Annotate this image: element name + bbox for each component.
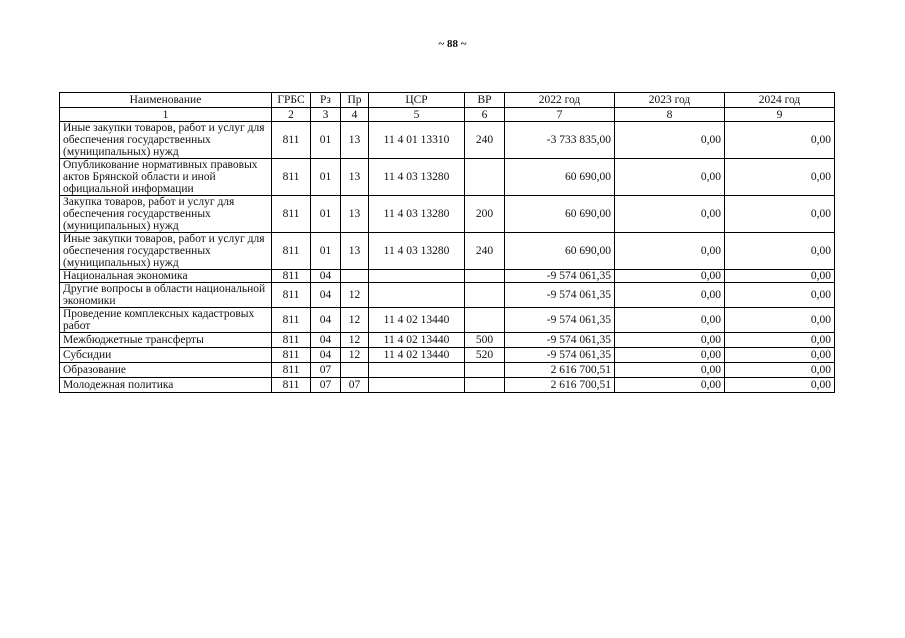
table-row bbox=[60, 122, 835, 159]
col-header-pr: Пр bbox=[341, 93, 369, 108]
column-index: 7 bbox=[505, 108, 615, 122]
cell-rz: 01 bbox=[311, 233, 341, 270]
cell-csr bbox=[369, 378, 465, 393]
cell-name: Проведение комплексных кадастровых работ bbox=[60, 308, 272, 333]
cell-vr bbox=[465, 159, 505, 196]
column-index: 2 bbox=[272, 108, 311, 122]
cell-csr: 11 4 03 13280 bbox=[369, 159, 465, 196]
cell-2024: 0,00 bbox=[725, 378, 835, 393]
cell-csr bbox=[369, 283, 465, 308]
cell-pr: 13 bbox=[341, 159, 369, 196]
header-row bbox=[60, 93, 835, 108]
cell-grbs: 811 bbox=[272, 378, 311, 393]
cell-2022: 60 690,00 bbox=[505, 159, 615, 196]
cell-csr bbox=[369, 363, 465, 378]
cell-2023: 0,00 bbox=[615, 348, 725, 363]
cell-vr bbox=[465, 363, 505, 378]
cell-grbs: 811 bbox=[272, 363, 311, 378]
cell-2022: 2 616 700,51 bbox=[505, 378, 615, 393]
cell-name: Национальная экономика bbox=[60, 270, 272, 283]
cell-pr: 12 bbox=[341, 333, 369, 348]
cell-vr: 500 bbox=[465, 333, 505, 348]
cell-2022: 2 616 700,51 bbox=[505, 363, 615, 378]
cell-rz: 04 bbox=[311, 308, 341, 333]
cell-2022: -9 574 061,35 bbox=[505, 283, 615, 308]
cell-2024: 0,00 bbox=[725, 270, 835, 283]
cell-rz: 04 bbox=[311, 348, 341, 363]
cell-pr: 12 bbox=[341, 348, 369, 363]
col-header-rz: Рз bbox=[311, 93, 341, 108]
cell-2023: 0,00 bbox=[615, 270, 725, 283]
cell-name: Субсидии bbox=[60, 348, 272, 363]
cell-2023: 0,00 bbox=[615, 122, 725, 159]
cell-vr: 200 bbox=[465, 196, 505, 233]
table-row bbox=[60, 196, 835, 233]
cell-pr: 13 bbox=[341, 196, 369, 233]
column-index: 4 bbox=[341, 108, 369, 122]
col-header-2023: 2023 год bbox=[615, 93, 725, 108]
cell-2023: 0,00 bbox=[615, 233, 725, 270]
table-row bbox=[60, 333, 835, 348]
cell-2024: 0,00 bbox=[725, 233, 835, 270]
cell-2023: 0,00 bbox=[615, 308, 725, 333]
cell-vr: 240 bbox=[465, 122, 505, 159]
cell-vr bbox=[465, 270, 505, 283]
cell-vr bbox=[465, 308, 505, 333]
cell-2024: 0,00 bbox=[725, 348, 835, 363]
cell-csr: 11 4 02 13440 bbox=[369, 308, 465, 333]
col-header-2024: 2024 год bbox=[725, 93, 835, 108]
column-index: 1 bbox=[60, 108, 272, 122]
cell-rz: 04 bbox=[311, 333, 341, 348]
cell-pr: 12 bbox=[341, 308, 369, 333]
cell-grbs: 811 bbox=[272, 122, 311, 159]
cell-pr: 07 bbox=[341, 378, 369, 393]
cell-vr bbox=[465, 378, 505, 393]
col-header-csr: ЦСР bbox=[369, 93, 465, 108]
cell-rz: 07 bbox=[311, 378, 341, 393]
cell-csr: 11 4 03 13280 bbox=[369, 233, 465, 270]
cell-name: Иные закупки товаров, работ и услуг для обеспечения государственных (муниципальных) нужд bbox=[60, 122, 272, 159]
cell-vr bbox=[465, 283, 505, 308]
table-row bbox=[60, 348, 835, 363]
cell-2024: 0,00 bbox=[725, 283, 835, 308]
cell-name: Образование bbox=[60, 363, 272, 378]
cell-rz: 01 bbox=[311, 159, 341, 196]
cell-2024: 0,00 bbox=[725, 196, 835, 233]
col-header-2022: 2022 год bbox=[505, 93, 615, 108]
cell-vr: 520 bbox=[465, 348, 505, 363]
cell-pr: 13 bbox=[341, 122, 369, 159]
column-index-row bbox=[60, 108, 835, 122]
cell-2023: 0,00 bbox=[615, 159, 725, 196]
cell-name: Межбюджетные трансферты bbox=[60, 333, 272, 348]
table-row bbox=[60, 283, 835, 308]
table-row bbox=[60, 308, 835, 333]
cell-grbs: 811 bbox=[272, 333, 311, 348]
col-header-vr: ВР bbox=[465, 93, 505, 108]
budget-table bbox=[59, 92, 835, 393]
cell-rz: 01 bbox=[311, 196, 341, 233]
cell-csr: 11 4 02 13440 bbox=[369, 333, 465, 348]
column-index: 3 bbox=[311, 108, 341, 122]
cell-2022: 60 690,00 bbox=[505, 233, 615, 270]
cell-2022: 60 690,00 bbox=[505, 196, 615, 233]
cell-2022: -9 574 061,35 bbox=[505, 348, 615, 363]
cell-2024: 0,00 bbox=[725, 122, 835, 159]
cell-rz: 04 bbox=[311, 270, 341, 283]
cell-2024: 0,00 bbox=[725, 333, 835, 348]
column-index: 8 bbox=[615, 108, 725, 122]
cell-name: Молодежная политика bbox=[60, 378, 272, 393]
table-row bbox=[60, 233, 835, 270]
cell-2024: 0,00 bbox=[725, 308, 835, 333]
table-row bbox=[60, 363, 835, 378]
cell-2022: -9 574 061,35 bbox=[505, 308, 615, 333]
cell-2023: 0,00 bbox=[615, 378, 725, 393]
cell-2023: 0,00 bbox=[615, 196, 725, 233]
cell-name: Опубликование нормативных правовых актов Брянской области и иной официальной информации bbox=[60, 159, 272, 196]
cell-pr: 12 bbox=[341, 283, 369, 308]
cell-grbs: 811 bbox=[272, 283, 311, 308]
cell-csr: 11 4 02 13440 bbox=[369, 348, 465, 363]
table-row bbox=[60, 159, 835, 196]
table-row bbox=[60, 270, 835, 283]
cell-pr bbox=[341, 270, 369, 283]
column-index: 9 bbox=[725, 108, 835, 122]
column-index: 6 bbox=[465, 108, 505, 122]
col-header-name: Наименование bbox=[60, 93, 272, 108]
cell-2023: 0,00 bbox=[615, 363, 725, 378]
cell-csr bbox=[369, 270, 465, 283]
cell-csr: 11 4 01 13310 bbox=[369, 122, 465, 159]
cell-rz: 01 bbox=[311, 122, 341, 159]
cell-rz: 07 bbox=[311, 363, 341, 378]
cell-rz: 04 bbox=[311, 283, 341, 308]
cell-2022: -9 574 061,35 bbox=[505, 333, 615, 348]
cell-2023: 0,00 bbox=[615, 283, 725, 308]
cell-vr: 240 bbox=[465, 233, 505, 270]
cell-grbs: 811 bbox=[272, 233, 311, 270]
cell-grbs: 811 bbox=[272, 196, 311, 233]
cell-2022: -9 574 061,35 bbox=[505, 270, 615, 283]
cell-csr: 11 4 03 13280 bbox=[369, 196, 465, 233]
cell-name: Другие вопросы в области национальной экономики bbox=[60, 283, 272, 308]
cell-pr: 13 bbox=[341, 233, 369, 270]
cell-2022: -3 733 835,00 bbox=[505, 122, 615, 159]
cell-grbs: 811 bbox=[272, 308, 311, 333]
cell-grbs: 811 bbox=[272, 159, 311, 196]
cell-name: Иные закупки товаров, работ и услуг для обеспечения государственных (муниципальных) нужд bbox=[60, 233, 272, 270]
col-header-grbs: ГРБС bbox=[272, 93, 311, 108]
cell-grbs: 811 bbox=[272, 348, 311, 363]
cell-name: Закупка товаров, работ и услуг для обеспечения государственных (муниципальных) нужд bbox=[60, 196, 272, 233]
cell-2023: 0,00 bbox=[615, 333, 725, 348]
column-index: 5 bbox=[369, 108, 465, 122]
cell-grbs: 811 bbox=[272, 270, 311, 283]
cell-2024: 0,00 bbox=[725, 159, 835, 196]
table-row bbox=[60, 378, 835, 393]
cell-2024: 0,00 bbox=[725, 363, 835, 378]
page-number: ~ 88 ~ bbox=[438, 38, 467, 50]
cell-pr bbox=[341, 363, 369, 378]
